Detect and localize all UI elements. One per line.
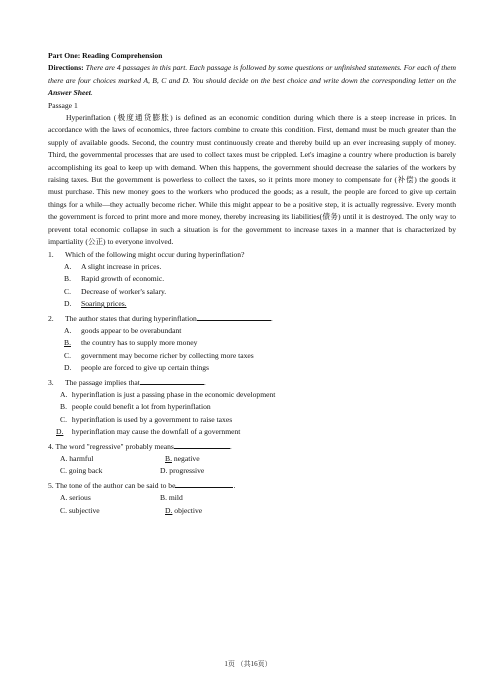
q4-options-row-2 (48, 465, 456, 477)
q5-option-c: C. subjective (60, 505, 100, 515)
directions-label: Directions: (48, 63, 84, 73)
question-3: 3. The passage implies that . (48, 375, 456, 389)
q5-option-d: D. objective (160, 505, 202, 517)
q4-option-d: D. progressive (160, 466, 205, 476)
q3-option-b: B. people could benefit a lot from hyperinflation (60, 402, 211, 412)
q5-option-a: A. serious (60, 493, 91, 503)
question-5-stem: 5. The tone of the author can be said to be (48, 480, 176, 490)
q1-option-c: C. Decrease of worker's salary. (64, 286, 167, 296)
q2-option-d: D. people are forced to give up certain things (64, 363, 209, 373)
directions-text: There are 4 passages in this part. Each passage is followed by some questions or unfinished statements. For each of them there are four choices marked A, B, C and D. You should decide on the best choice and write down the corresponding letter on the (48, 63, 456, 85)
q3-option-a: A. hyperinflation is just a passing phase in the economic development (60, 389, 276, 399)
question-1: 1. Which of the following might occur during hyperinflation? (48, 249, 245, 259)
passage-label: Passage 1 (48, 100, 78, 110)
q2-answer: B. (64, 338, 71, 348)
answer-blank (175, 478, 233, 488)
q5-option-b: B. mild (160, 493, 183, 503)
q1-option-d: D. Soaring prices. (64, 299, 127, 309)
q1-answer: Soaring prices. (81, 299, 127, 309)
q2-option-c: C. government may become richer by collecting more taxes (64, 350, 254, 360)
answer-sheet-label: Answer Sheet (48, 88, 91, 98)
question-2-stem: The author states that during hyperinflation (65, 313, 197, 323)
q5-options-row-2 (48, 505, 456, 517)
content (48, 50, 456, 517)
q4-options-row-1 (48, 453, 456, 465)
answer-blank (140, 375, 204, 385)
q3-answer: D. (56, 427, 64, 437)
directions: Directions: There are 4 passages in this part. Each passage is followed by some questions or unfinished statements. For each of them there are four choices marked A, B, C and D. You should decide on the best choice and write down the corresponding letter on the Answer Sheet. (48, 63, 456, 98)
q5-options-row-1 (48, 492, 456, 504)
q5-answer: D. (165, 505, 173, 515)
answer-blank (174, 439, 230, 449)
section-heading: Part One: Reading Comprehension (48, 51, 163, 60)
question-1-stem: Which of the following might occur during hyperinflation? (65, 249, 245, 259)
q3-option-d: D. hyperinflation may cause the downfall of a government (48, 426, 456, 438)
q2-option-b: B. the country has to supply more money (48, 337, 456, 349)
question-2: 2. The author states that during hyperinflation . (48, 311, 456, 325)
q1-option-b: B. Rapid growth of economic. (64, 274, 165, 284)
q4-option-c: C. going back (60, 466, 103, 476)
q4-option-b: B. negative (160, 453, 200, 465)
question-4: 4. The word "regressive" probably means . (48, 439, 456, 453)
page-footer: 1页 （共16页） (224, 660, 272, 668)
q4-option-a: A. harmful (60, 454, 94, 463)
q2-option-a: A. goods appear to be overabundant (64, 325, 182, 335)
q3-option-c: C. hyperinflation is used by a government to raise taxes (60, 414, 233, 424)
q1-option-a: A. A slight increase in prices. (64, 261, 162, 271)
passage-text: Hyperinflation (极度通货膨胀) is defined as an economic condition during which there is a steep increase in prices. In accordance with the laws of economics, three factors combine to create this condition. First, demand must be much greater than the supply of available goods. Second, the country must continuously create and thereby build up an ever increasing supply of money. Third, the governmental processes that are used to collect taxes must be crippled. Let's imagine a country where production is barely accomplishing its goal to keep up with demand. When this happens, the government should decrease the salaries of the workers by raising taxes. But the government is powerless to collect the taxes, so it prints more money to compensate for (补偿) the goods it must purchase. This new money goes to the workers who produced the goods; as a result, the people are forced to give up certain things for a while—they actually become richer. While this might appear to be a positive step, it is actually regressive. Every month the government is forced to print more and more money, thereby increasing its liabilities(债务) until it is destroyed. The only way to prevent total economic collapse in such a situation is for the government to increase taxes in a manner that is characterized by impartiality (公正) to everyone involved. (48, 113, 456, 247)
answer-blank (197, 311, 271, 321)
question-4-stem: 4. The word "regressive" probably means (48, 441, 174, 451)
question-5: 5. The tone of the author can be said to be . (48, 478, 456, 492)
q4-answer: B. (165, 454, 172, 463)
question-3-stem: The passage implies that (65, 377, 140, 387)
